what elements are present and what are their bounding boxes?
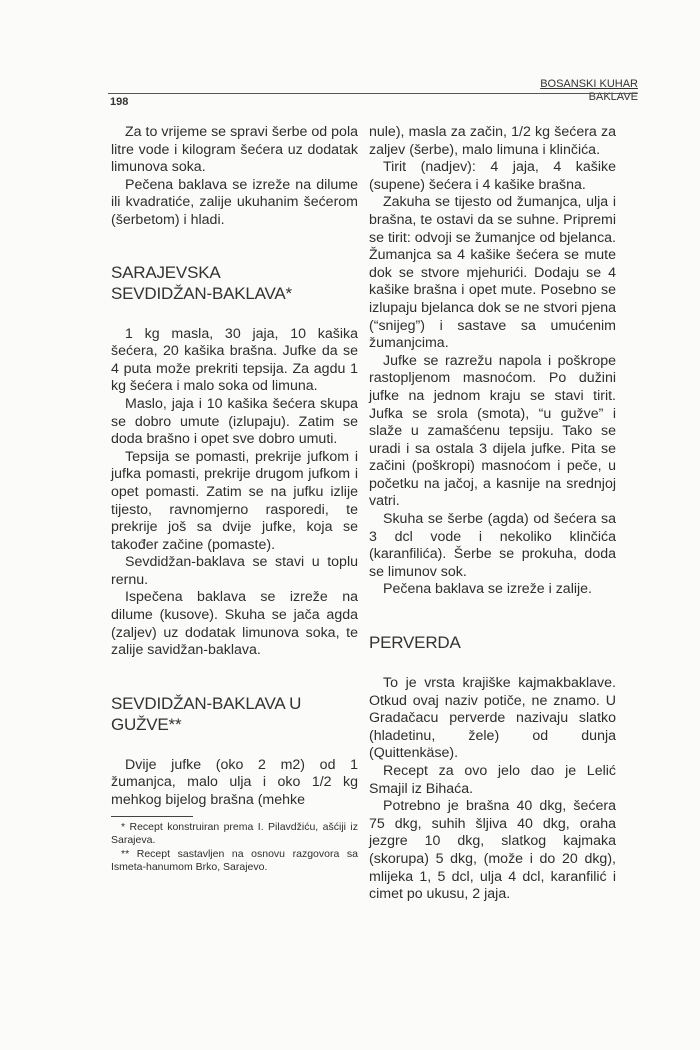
paragraph: Ispečena baklava se izreže na dilume (kusove). Skuha se jača agda (zaljev) uz dodatak limunova soka, te zalije savidžan-baklava. bbox=[111, 589, 358, 659]
footnote: * Recept konstruiran prema I. Pilavdžiću, ašćiji iz Sarajeva. bbox=[111, 820, 358, 847]
recipe-title bbox=[111, 262, 358, 304]
page-number: 198 bbox=[110, 96, 129, 108]
chapter-title: BAKLAVE bbox=[588, 91, 638, 103]
paragraph: Tirit (nadjev): 4 jaja, 4 kašike (supene) šećera i 4 kašike brašna. bbox=[369, 159, 616, 193]
recipe-title-line: SEVDIDŽAN-BAKLAVA* bbox=[111, 283, 292, 303]
book-title: BOSANSKI KUHAR bbox=[540, 78, 638, 90]
paragraph: Pečena baklava se izreže na dilume ili kvadratiće, zalije ukuhanim šećerom (šerbetom) i hladi. bbox=[111, 176, 358, 228]
paragraph: Maslo, jaja i 10 kašika šećera skupa se dobro umute (izlupaju). Zatim se doda brašno i opet sve dobro umuti. bbox=[111, 395, 358, 448]
header-rule bbox=[108, 93, 638, 94]
recipe-title-line: SARAJEVSKA bbox=[111, 262, 221, 282]
footnote-rule bbox=[111, 816, 193, 817]
paragraph: Potrebno je brašna 40 dkg, šećera 75 dkg, suhih šljiva 40 dkg, oraha jezgre 10 dkg, slatkog kajmaka (skorupa) 5 dkg, (može i do 20 dkg), mlijeka 1, 5 dcl, ulja 4 dcl, karanfilić i cimet po ukusu, 2 jaja. bbox=[369, 798, 616, 903]
paragraph: 1 kg masla, 30 jaja, 10 kašika šećera, 20 kašika brašna. Jufke da se 4 puta može prekriti tepsija. Za agdu 1 kg šećera i malo soka od limuna. bbox=[111, 325, 358, 395]
paragraph: Recept za ovo jelo dao je Lelić Smajil iz Bihaća. bbox=[369, 763, 616, 797]
paragraph: Za to vrijeme se spravi šerbe od pola litre vode i kilogram šećera uz dodatak limunova soka. bbox=[111, 124, 358, 176]
recipe-title: PERVERDA bbox=[369, 633, 461, 653]
recipe-title-line: GUŽVE** bbox=[111, 714, 182, 734]
paragraph: Tepsija se pomasti, prekrije jufkom i jufka pomasti, prekrije drugom jufkom i opet pomasti. Zatim se na jufku izlije tijesto, ravnomjerno rasporedi, te prekrije još sa dvije jufke, koja se također začine (pomaste). bbox=[111, 448, 358, 553]
footnotes bbox=[111, 821, 358, 875]
left-column bbox=[111, 124, 358, 875]
running-header bbox=[400, 78, 638, 104]
paragraph: Skuha se šerbe (agda) od šećera sa 3 dcl vode i nekoliko klinčića (karanfilića). Šerbe se prokuha, doda se limunov sok. bbox=[369, 511, 616, 580]
footnote: ** Recept sastavljen na osnovu razgovora sa Ismeta-hanumom Brko, Sarajevo. bbox=[111, 847, 358, 874]
paragraph: Pečena baklava se izreže i zalije. bbox=[383, 581, 592, 598]
paragraph: Zakuha se tijesto od žumanjca, ulja i brašna, te ostavi da se suhne. Pripremi se tirit: odvoji se žumanjce od bjelanca. Žumanjca sa 4 kašike šećera se mute dok se stvore mjehurići. Dodaju se 4 kašike brašna i opet mute. Posebno se izlupaju bjelanca dok se ne stvori pjena (“snijeg”) i sastave sa umućenim žumanjcima. bbox=[369, 194, 616, 352]
recipe-title bbox=[111, 693, 358, 735]
paragraph: Dvije jufke (oko 2 m2) od 1 žumanjca, malo ulja i oko 1/2 kg mehkog bijelog brašna (mehke bbox=[111, 756, 358, 809]
paragraph: Sevdidžan-baklava se stavi u toplu rernu. bbox=[111, 554, 358, 588]
paragraph: nule), masla za začin, 1/2 kg šećera za zaljev (šerbe), malo limuna i klinčića. bbox=[369, 124, 616, 158]
recipe-title-line: SEVDIDŽAN-BAKLAVA U bbox=[111, 693, 302, 713]
paragraph: To je vrsta krajiške kajmakbaklave. Otkud ovaj naziv potiče, ne znamo. U Gradačacu perverde nazivaju slatko (hladetinu, žele) od dunja (Quittenkäse). bbox=[369, 675, 616, 762]
paragraph: Jufke se razrežu napola i poškrope rastopljenom masnoćom. Po dužini jufke na jednom kraju se stavi tirit. Jufka se srola (smota), “u gužve” i slaže u zamašćenu tepsiju. Tako se uradi i sa ostala 3 dijela jufke. Pita se začini (poškropi) masnoćom i peče, u početku na jačoj, a kasnije na srednjoj vatri. bbox=[369, 352, 616, 510]
right-column bbox=[369, 124, 616, 904]
